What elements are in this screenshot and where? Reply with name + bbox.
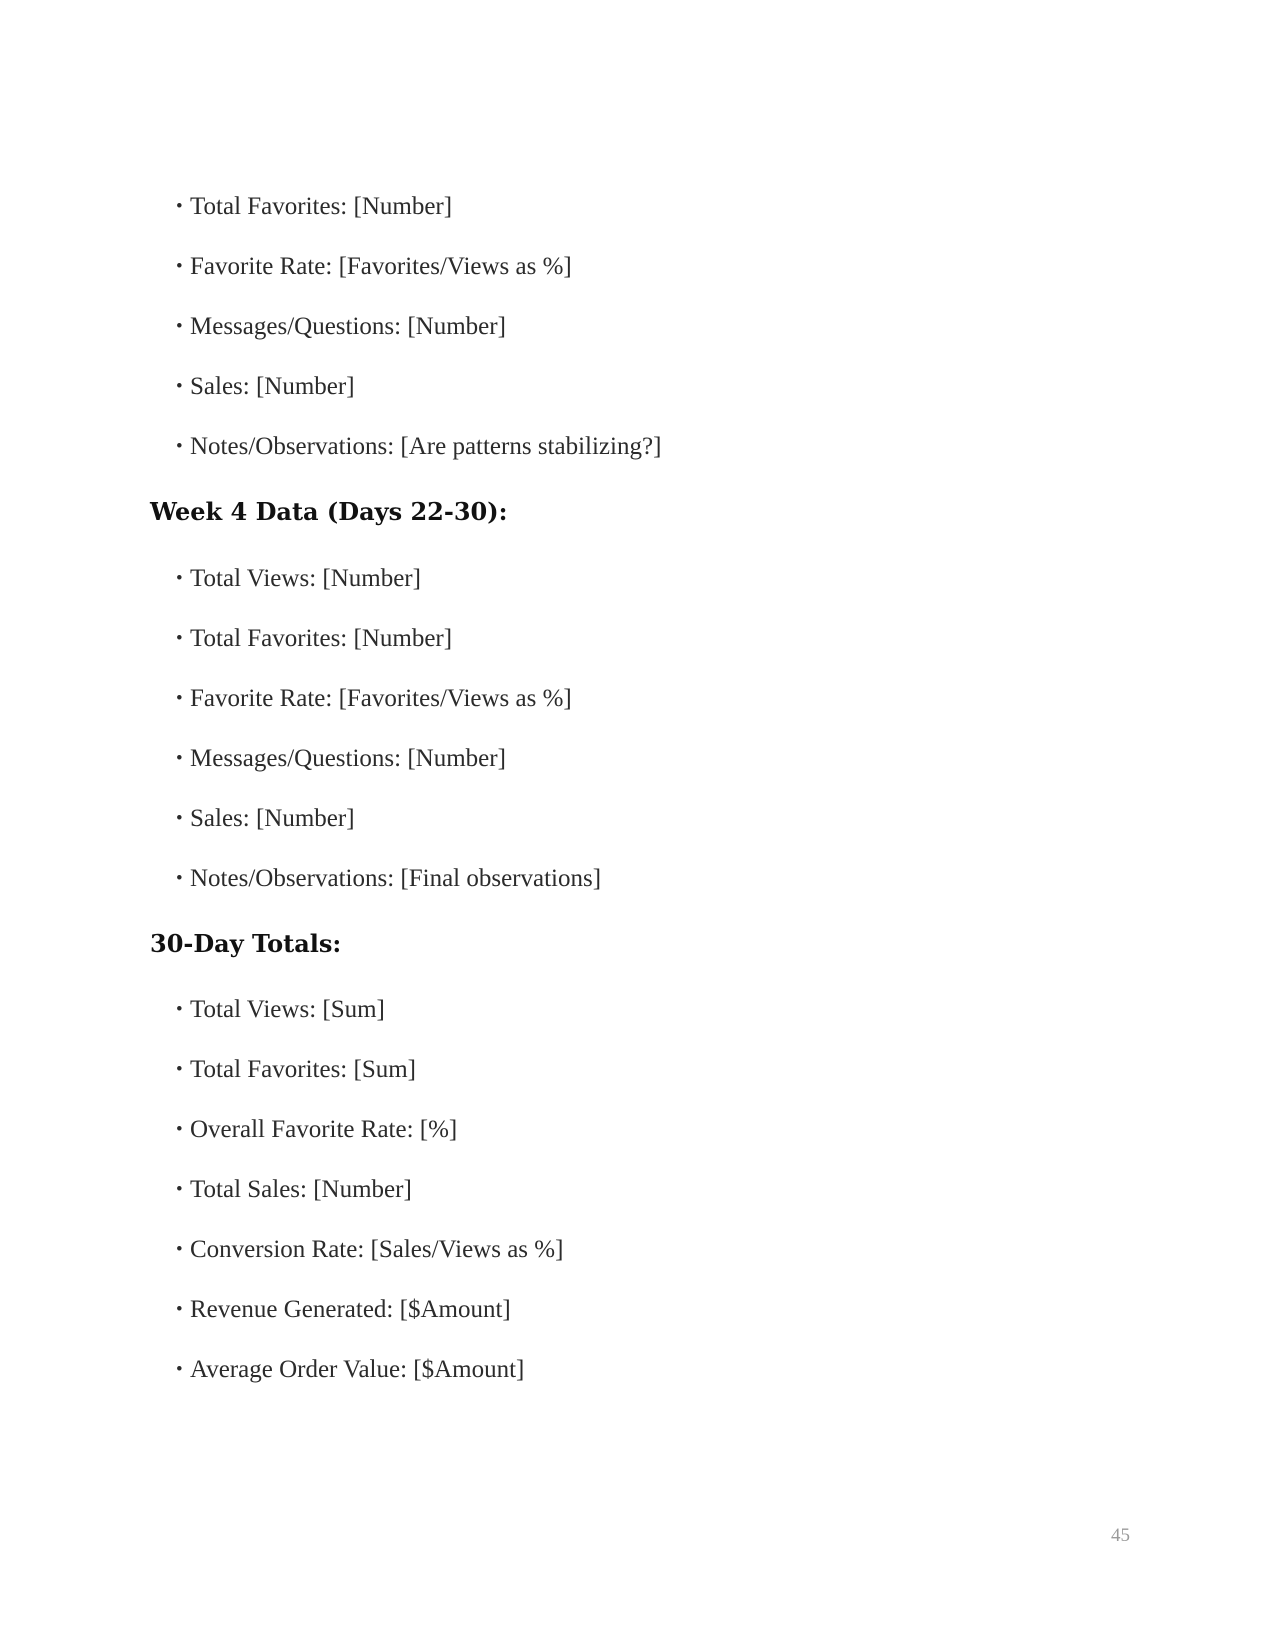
list-item: • Total Favorites: [Number] [176,193,453,220]
list-item: • Total Favorites: [Number] [176,625,453,652]
week4-heading: Week 4 Data (Days 22-30): [150,497,508,526]
bullet-icon: • [176,688,183,709]
week3-continued-list [176,192,661,492]
bullet-icon: • [176,999,183,1020]
bullet-icon: • [176,748,183,769]
list-item: • Notes/Observations: [Final observations] [176,865,602,892]
list-item: • Conversion Rate: [Sales/Views as %] [176,1236,564,1263]
list-item: • Messages/Questions: [Number] [176,745,506,772]
list-item: • Favorite Rate: [Favorites/Views as %] [176,685,572,712]
bullet-icon: • [176,436,183,457]
list-item: • Average Order Value: [$Amount] [176,1356,525,1383]
list-item: • Revenue Generated: [$Amount] [176,1296,511,1323]
page-number: 45 [1111,1525,1130,1546]
list-item: • Overall Favorite Rate: [%] [176,1116,458,1143]
bullet-icon: • [176,628,183,649]
bullet-icon: • [176,376,183,397]
totals-heading: 30-Day Totals: [150,929,342,958]
bullet-icon: • [176,1119,183,1140]
bullet-icon: • [176,1059,183,1080]
list-item: • Total Views: [Sum] [176,996,385,1023]
totals-list [176,995,563,1415]
bullet-icon: • [176,1179,183,1200]
list-item: • Messages/Questions: [Number] [176,313,506,340]
list-item: • Favorite Rate: [Favorites/Views as %] [176,253,572,280]
bullet-icon: • [176,316,183,337]
list-item: • Notes/Observations: [Are patterns stabilizing?] [176,433,662,460]
bullet-icon: • [176,868,183,889]
bullet-icon: • [176,1299,183,1320]
list-item: • Sales: [Number] [176,805,355,832]
list-item: • Sales: [Number] [176,373,355,400]
bullet-icon: • [176,256,183,277]
list-item: • Total Favorites: [Sum] [176,1056,417,1083]
list-item: • Total Views: [Number] [176,565,421,592]
bullet-icon: • [176,808,183,829]
bullet-icon: • [176,1239,183,1260]
week4-list [176,564,601,924]
bullet-icon: • [176,1359,183,1380]
bullet-icon: • [176,196,183,217]
list-item: • Total Sales: [Number] [176,1176,412,1203]
bullet-icon: • [176,568,183,589]
